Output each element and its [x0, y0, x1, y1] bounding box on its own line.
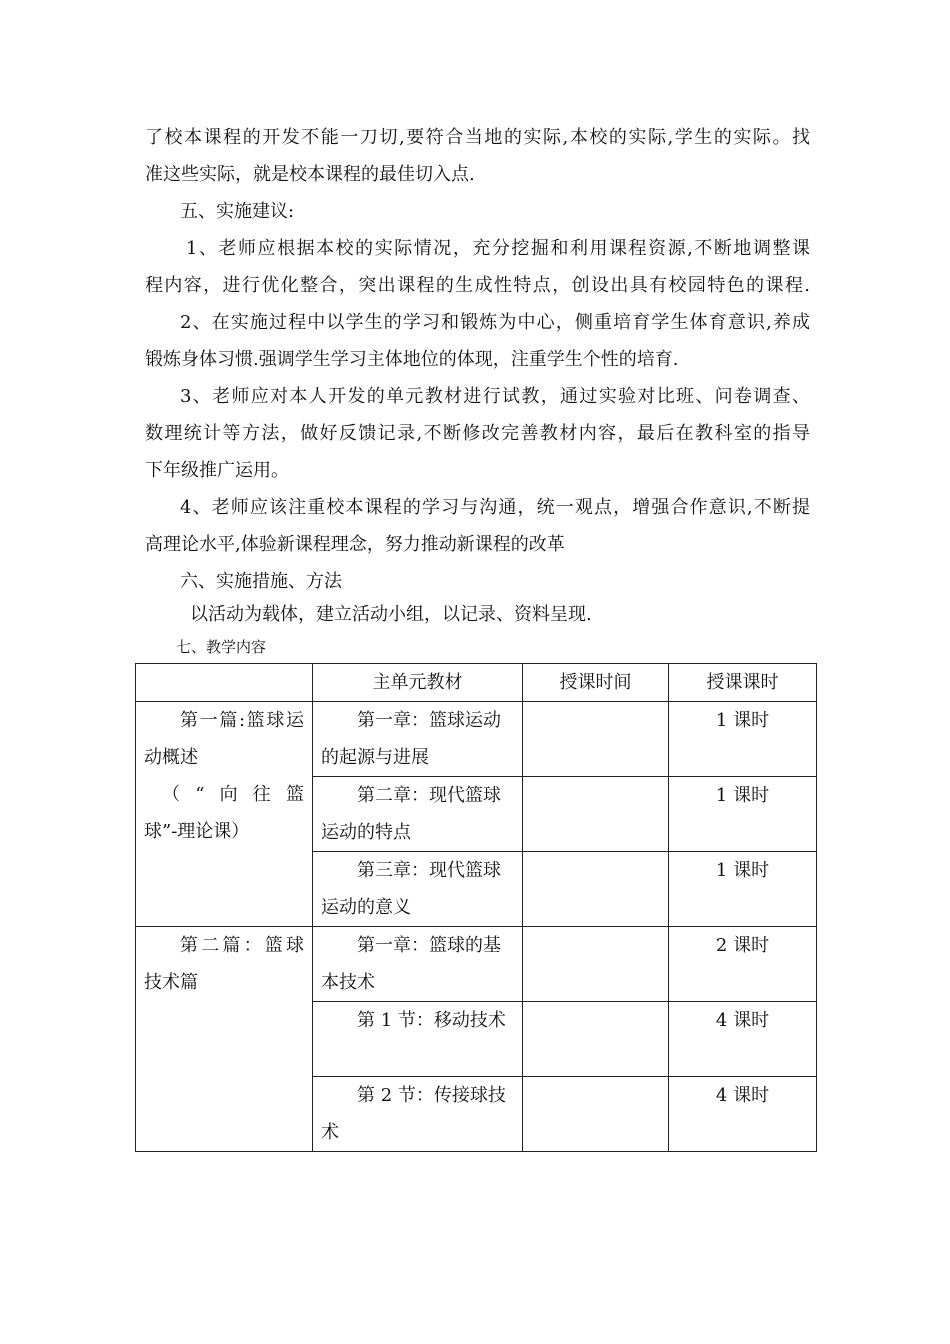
time-cell: [523, 702, 669, 777]
header-cell: 授课时间: [523, 664, 669, 702]
header-cell: 主单元教材: [313, 664, 523, 702]
suggestion-1-line: 程内容，进行优化整合，突出课程的生成性特点，创设出具有校园特色的课程.: [145, 275, 810, 296]
suggestion-3-line: 数理统计等方法，做好反馈记录,不断修改完善教材内容，最后在教科室的指导: [145, 423, 810, 444]
hours-cell: 2 课时: [669, 927, 817, 1002]
section-heading-7: 七、教学内容: [176, 638, 267, 656]
table-row: [136, 927, 817, 1002]
section-heading-5: 五、实施建议:: [180, 201, 295, 222]
time-cell: [523, 1002, 669, 1077]
hours-cell: 1 课时: [669, 702, 817, 777]
part-note-line: （“向往篮: [162, 784, 304, 805]
part-title-line: 第二篇：篮球: [180, 935, 304, 956]
suggestion-3-line: 3、老师应对本人开发的单元教材进行试教，通过实验对比班、问卷调查、: [180, 386, 810, 407]
time-cell: [523, 1077, 669, 1152]
header-cell: [136, 664, 313, 702]
table-row: [136, 702, 817, 777]
table-header-row: [136, 664, 817, 702]
part-title-cell: [136, 927, 313, 1152]
suggestion-3-line: 下年级推广运用。: [145, 460, 289, 481]
part-note-line: 球”-理论课）: [144, 821, 250, 842]
unit-cell: [313, 1077, 523, 1152]
unit-line: 第三章：现代篮球: [357, 860, 501, 881]
time-cell: [523, 927, 669, 1002]
paragraph-line: 了校本课程的开发不能一刀切,要符合当地的实际,本校的实际,学生的实际。找: [145, 127, 810, 148]
unit-cell: [313, 927, 523, 1002]
hours-cell: 4 课时: [669, 1077, 817, 1152]
unit-line: 第 1 节：移动技术: [357, 1010, 506, 1031]
unit-cell: [313, 852, 523, 927]
part-title-line: 动概述: [144, 747, 198, 768]
part-title-line: 第一篇:篮球运: [180, 710, 304, 731]
unit-line: 运动的意义: [321, 897, 411, 918]
hours-cell: 1 课时: [669, 852, 817, 927]
unit-line: 运动的特点: [321, 822, 411, 843]
unit-cell: [313, 1002, 523, 1077]
suggestion-2-line: 2、在实施过程中以学生的学习和锻炼为中心，侧重培育学生体育意识,养成: [180, 312, 810, 333]
unit-cell: [313, 702, 523, 777]
part-title-cell: [136, 702, 313, 927]
part-title-line: 技术篇: [144, 972, 198, 993]
unit-line: 第 2 节：传接球技: [357, 1085, 506, 1106]
hours-cell: 1 课时: [669, 777, 817, 852]
time-cell: [523, 852, 669, 927]
section-heading-6: 六、实施措施、方法: [180, 571, 342, 592]
method-line: 以活动为载体，建立活动小组，以记录、资料呈现.: [190, 604, 592, 625]
unit-line: 本技术: [321, 972, 375, 993]
course-table: [135, 663, 817, 1152]
header-cell: 授课课时: [669, 664, 817, 702]
unit-line: 第一章：篮球的基: [357, 935, 501, 956]
paragraph-line: 准这些实际，就是校本课程的最佳切入点.: [145, 164, 475, 185]
suggestion-2-line: 锻炼身体习惯.强调学生学习主体地位的体现，注重学生个性的培育.: [145, 349, 679, 370]
hours-cell: 4 课时: [669, 1002, 817, 1077]
suggestion-1-line: 1、老师应根据本校的实际情况，充分挖掘和利用课程资源,不断地调整课: [186, 238, 810, 259]
unit-line: 术: [321, 1122, 339, 1143]
suggestion-4-line: 高理论水平,体验新课程理念，努力推动新课程的改革: [145, 534, 565, 555]
unit-line: 第二章：现代篮球: [357, 785, 501, 806]
unit-line: 的起源与进展: [321, 747, 429, 768]
unit-cell: [313, 777, 523, 852]
suggestion-4-line: 4、老师应该注重校本课程的学习与沟通，统一观点，增强合作意识,不断提: [180, 497, 810, 518]
time-cell: [523, 777, 669, 852]
unit-line: 第一章：篮球运动: [357, 710, 501, 731]
